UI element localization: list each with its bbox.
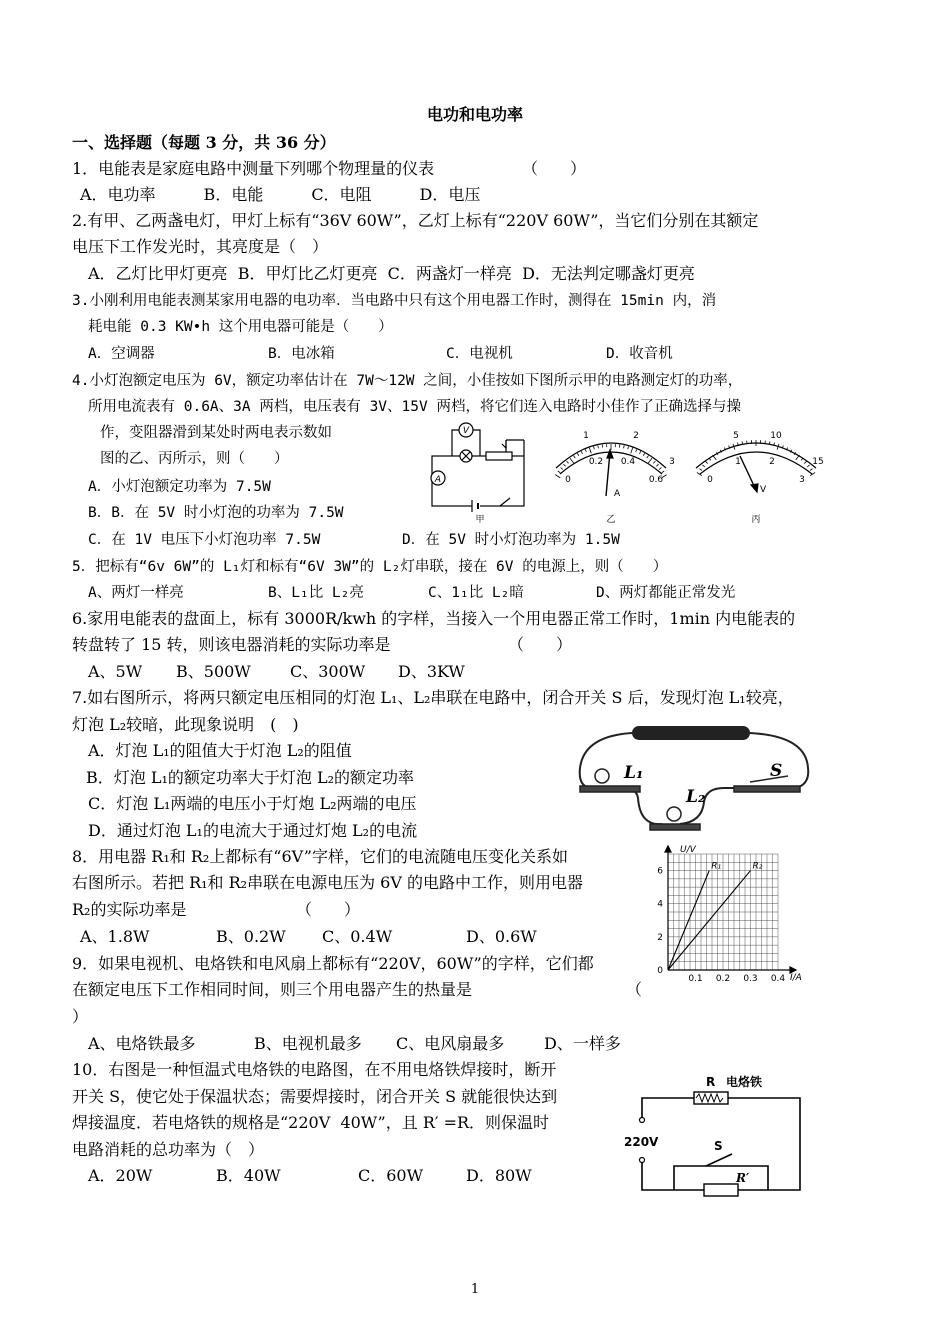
ammeter-bottom-tick-2: 0.4 [620, 457, 636, 467]
chart-ylabel: U/V [680, 845, 696, 855]
dial-tick [567, 461, 569, 463]
q4-option-b: B．B．在 5V 时小灯泡的功率为 7.5W [88, 505, 344, 521]
label-r-prime: R′ [736, 1171, 750, 1185]
q10-figure [622, 1070, 812, 1200]
q1-answer-paren: （ ） [522, 159, 587, 178]
dial-tick [713, 455, 717, 460]
q6-line2: 转盘转了 15 转，则该电器消耗的实际功率是 [72, 635, 391, 654]
q4-line1: 4.小灯泡额定电压为 6V，额定功率估计在 7W～12W 之间，小佳按如下图所示甲的电路测定灯的功率， [72, 373, 743, 389]
ammeter-dial-yi [556, 443, 666, 496]
chart-tick-labels [657, 867, 785, 984]
dial-tick [648, 458, 652, 463]
q8-line1: 8．用电器 R₁和 R₂上都标有“6V”字样，它们的电流随电压变化关系如 [72, 847, 568, 866]
q6-option-c: C、300W [290, 662, 366, 681]
fig-label-yi: 乙 [606, 515, 616, 525]
dial-tick [581, 451, 582, 454]
q5-option-d: D、两灯都能正常发光 [596, 585, 736, 601]
q8-option-a: A、1.8W [80, 927, 150, 946]
dial-tick [574, 456, 576, 458]
bulb-l2 [650, 807, 700, 830]
voltmeter-top-tick-2: 10 [770, 431, 782, 441]
dial-tick [706, 461, 708, 463]
dial-tick [639, 451, 640, 454]
y-tick-label: 2 [657, 932, 663, 943]
dial-tick [563, 464, 565, 466]
label-l1: L₁ [624, 763, 644, 783]
dial-tick [659, 468, 661, 470]
y-tick-label: 4 [657, 899, 663, 910]
label-s: S [714, 1139, 723, 1153]
voltmeter-symbol-label: V [462, 426, 470, 436]
q8-option-c: C、0.4W [322, 927, 393, 946]
q4-figure [420, 418, 830, 528]
q6-option-a: A、5W [88, 662, 143, 681]
q7-line2: 灯泡 L₂较暗，此现象说明 ( ) [72, 715, 299, 734]
ammeter-bottom-tick-1: 0.2 [588, 457, 604, 467]
label-voltage: 220V [624, 1135, 659, 1149]
q5-option-a: A、两灯一样亮 [88, 585, 184, 601]
q4-line2: 所用电流表有 0.6A、3A 两档，电压表有 3V、15V 两档，将它们连入电路时小佳作了正确选择与操 [88, 399, 741, 415]
q7-option-b: B．灯泡 L₁的额定功率大于灯泡 L₂的额定功率 [86, 768, 415, 787]
dial-tick [577, 453, 579, 456]
voltmeter-bottom-tick-0: 0 [707, 475, 713, 485]
q10-line3: 焊接温度．若电烙铁的规格是“220V 40W”，且 R′ =R．则保温时 [72, 1113, 550, 1132]
dial-tick [558, 471, 560, 473]
fig-label-bing: 丙 [751, 515, 761, 525]
q10-option-a: A．20W [88, 1166, 153, 1185]
dial-tick [796, 455, 800, 460]
ammeter-top-tick-2: 2 [633, 431, 639, 441]
q2-line2: 电压下工作发光时，其亮度是（ ） [72, 237, 329, 256]
dial-tick [570, 458, 574, 463]
ammeter-ticks [555, 444, 666, 478]
x-tick-label: 0.2 [715, 974, 731, 984]
ammeter-top-tick-1: 1 [583, 431, 589, 441]
q10-option-b: B．40W [216, 1166, 281, 1185]
q4-option-a: A．小灯泡额定功率为 7.5W [88, 479, 271, 495]
ammeter-bottom-tick-0: 0 [565, 475, 571, 485]
dial-tick [589, 448, 591, 454]
dial-tick [598, 445, 599, 448]
q9-option-a: A、电烙铁最多 [88, 1034, 196, 1053]
q10-line4: 电路消耗的总功率为（ ） [72, 1140, 265, 1159]
dial-tick [647, 456, 649, 458]
switch-s [734, 776, 800, 792]
ammeter-bottom-tick-3: 0.6 [648, 475, 664, 485]
dial-tick [594, 446, 595, 449]
q9-line1: 9．如果电视机、电烙铁和电风扇上都标有“220V，60W”的字样，它们都 [72, 954, 594, 973]
q1-stem: 1．电能表是家庭电路中测量下列哪个物理量的仪表 [72, 159, 435, 178]
q6-option-d: D、3KW [398, 662, 465, 681]
voltmeter-bottom-tick-1: 1 [735, 457, 741, 467]
q4-line3: 作，变阻器滑到某处时两电表示数如 [100, 425, 332, 441]
page-title: 电功和电功率 [426, 105, 523, 124]
series-label-1: R₁ [711, 861, 722, 872]
voltmeter-bottom-tick-3: 3 [799, 475, 805, 485]
q3-option-b: B．电冰箱 [268, 346, 335, 362]
q2-line1: 2.有甲、乙两盏电灯，甲灯上标有“36V 60W”，乙灯上标有“220V 60W”，当它们分别在其额定 [72, 211, 759, 230]
q9-option-d: D、一样多 [544, 1034, 621, 1053]
voltmeter-needle-label: V [760, 485, 767, 495]
section-heading: 一、选择题（每题 3 分，共 36 分） [72, 133, 336, 152]
q9-option-c: C、电风扇最多 [396, 1034, 505, 1053]
q3-option-a: A．空调器 [88, 346, 155, 362]
q8-option-d: D、0.6W [466, 927, 537, 946]
x-tick-label: 0.1 [688, 974, 703, 984]
voltmeter-ticks [697, 440, 815, 476]
q3-line2: 耗电能 0.3 KW•h 这个用电器可能是（ ） [88, 319, 393, 335]
x-tick-label: 0.3 [743, 974, 758, 984]
dial-tick [656, 464, 658, 466]
dial-tick [636, 449, 637, 452]
ammeter-needle-label: A [614, 489, 621, 499]
circuit-diagram-jia [431, 423, 524, 512]
battery-pack [632, 726, 750, 740]
q6-line1: 6.家用电能表的盘面上，标有 3000R/kwh 的字样，当接入一个用电器正常工作时，1min 内电能表的 [72, 609, 796, 628]
terminal-bottom [640, 1158, 645, 1163]
dial-tick [628, 446, 629, 449]
q3-line1: 3.小刚利用电能表测某家用电器的电功率．当电路中只有这个用电器工作时，测得在 15min 内，消 [72, 293, 717, 309]
q8-answer-paren: （ ） [296, 900, 361, 919]
q10-option-c: C．60W [358, 1166, 424, 1185]
dial-tick [643, 453, 645, 456]
y-tick-label: 0 [657, 966, 663, 976]
q1-options: A．电功率 B．电能 C．电阻 D．电压 [80, 185, 481, 204]
q5-stem: 5．把标有“6v 6W”的 L₁灯和标有“6V 3W”的 L₂灯串联，接在 6V 的电源上，则（ ） [72, 559, 668, 575]
dial-tick [702, 465, 704, 467]
q8-chart [650, 840, 810, 990]
ammeter-top-tick-3: 3 [669, 457, 675, 467]
fig-label-jia: 甲 [475, 515, 485, 525]
voltmeter-bottom-tick-2: 2 [769, 457, 775, 467]
y-tick-label: 6 [657, 866, 663, 877]
q4-option-c: C．在 1V 电压下小灯泡功率 7.5W [88, 532, 321, 548]
q9-option-b: B、电视机最多 [254, 1034, 362, 1053]
q7-option-a: A．灯泡 L₁的阻值大于灯泡 L₂的阻值 [88, 741, 352, 760]
q10-line2: 开关 S，使它处于保温状态；需要焊接时，闭合开关 S 就能很快达到 [72, 1087, 558, 1106]
dial-tick [709, 458, 711, 460]
y-axis-arrow-icon [665, 846, 671, 852]
label-l2: L₂ [686, 787, 706, 807]
q9-paren-open: （ [626, 980, 643, 999]
page-number: 1 [470, 1282, 480, 1297]
dial-tick [804, 461, 806, 463]
q3-option-c: C．电视机 [446, 346, 513, 362]
q7-figure [574, 722, 814, 840]
label-r: R [706, 1075, 716, 1089]
q7-line1: 7.如右图所示，将两只额定电压相同的灯泡 L₁、L₂串联在电路中，闭合开关 S 后，发现灯泡 L₁较亮， [72, 688, 794, 707]
dial-tick [561, 468, 563, 470]
q10-line1: 10．右图是一种恒温式电烙铁的电路图，在不用电烙铁焊接时，断开 [72, 1060, 557, 1079]
dial-tick [555, 475, 560, 478]
chart-xlabel: I/A [790, 973, 802, 983]
q6-option-b: B、500W [176, 662, 251, 681]
q7-option-d: D．通过灯泡 L₁的电流大于通过灯炮 L₂的电流 [88, 821, 418, 840]
q5-option-b: B、L₁比 L₂亮 [268, 585, 364, 601]
terminal-top [640, 1118, 645, 1123]
label-iron: 电烙铁 [726, 1075, 763, 1089]
dial-tick [662, 471, 664, 473]
dial-tick [653, 461, 655, 463]
q8-line3: R₂的实际功率是 [72, 900, 187, 919]
voltmeter-top-tick-3: 15 [812, 457, 824, 467]
q5-option-c: C、1₁比 L₂暗 [428, 585, 524, 601]
q4-line4: 图的乙、丙所示，则（ ） [100, 451, 289, 467]
dial-tick [810, 469, 812, 471]
q4-option-d: D．在 5V 时小灯泡功率为 1.5W [402, 532, 620, 548]
dial-tick [631, 448, 633, 454]
q8-line2: 右图所示。若把 R₁和 R₂串联在电源电压为 6V 的电路中工作，则用电器 [72, 873, 584, 892]
dial-tick [585, 449, 586, 452]
q3-option-d: D．收音机 [606, 346, 673, 362]
ammeter-symbol-label: A [434, 475, 442, 485]
q9-line3: ） [72, 1007, 89, 1026]
dial-tick [801, 458, 803, 460]
voltmeter-top-tick-1: 5 [733, 431, 739, 441]
q2-options: A．乙灯比甲灯更亮 B．甲灯比乙灯更亮 C．两盏灯一样亮 D．无法判定哪盏灯更亮 [88, 264, 695, 283]
q8-option-b: B、0.2W [216, 927, 286, 946]
q10-option-d: D．80W [466, 1166, 532, 1185]
resistor-r-prime [704, 1184, 738, 1196]
x-tick-label: 0.4 [770, 974, 786, 984]
q9-line2: 在额定电压下工作相同时间，则三个用电器产生的热量是 [72, 980, 473, 999]
q7-option-c: C．灯泡 L₁两端的电压小于灯炮 L₂两端的电压 [88, 794, 417, 813]
dial-tick [624, 445, 625, 448]
dial-tick [807, 465, 809, 467]
dial-tick [700, 469, 702, 471]
voltmeter-dial-bing [696, 443, 816, 492]
label-s: S [770, 761, 783, 781]
chart-series [668, 862, 763, 970]
series-label-2: R₂ [752, 861, 763, 872]
q6-answer-paren: （ ） [508, 635, 573, 654]
